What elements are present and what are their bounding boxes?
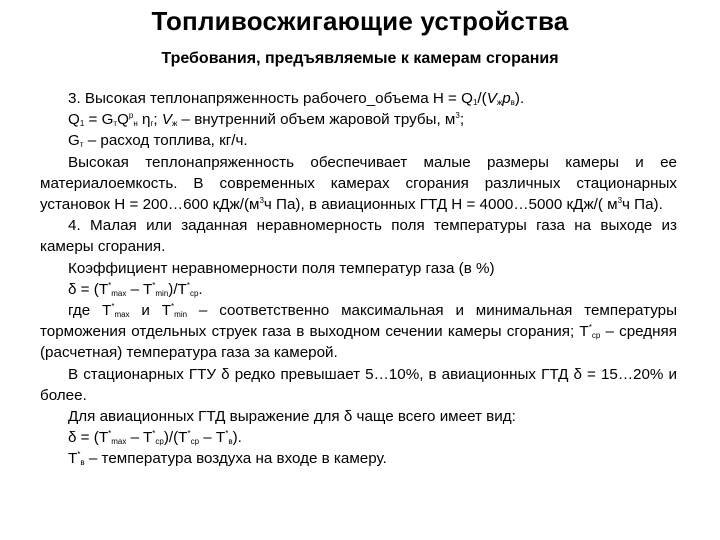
paragraph-heat-intensity bbox=[40, 88, 677, 109]
superscript: 3 bbox=[259, 196, 264, 206]
superscript: * bbox=[108, 429, 112, 439]
superscript: * bbox=[152, 280, 156, 290]
superscript: 3 bbox=[617, 196, 623, 206]
paragraph-coefficient: Коэффициент неравномерности поля температур газа (в %) bbox=[68, 259, 495, 277]
text: ). bbox=[232, 429, 242, 447]
subscript: т bbox=[79, 140, 84, 150]
text: Высокая теплонапряженность обеспечивает малые размеры камеры и ее материалоемкость. В современных камерах сгорания различных стационарных установок H = 200…600 кДж/(м bbox=[40, 153, 677, 214]
text: = G bbox=[84, 111, 114, 129]
superscript: 3 bbox=[455, 111, 460, 121]
subscript: в bbox=[510, 98, 515, 107]
subscript: 1 bbox=[79, 119, 85, 129]
text: T bbox=[68, 450, 78, 468]
text: – соответственно максимальная и минимальная температуры торможения отдельных струек газа в выходном сечении камеры сгорания; T bbox=[40, 302, 677, 341]
subscript: г bbox=[150, 119, 154, 129]
text: ; bbox=[459, 111, 465, 129]
text: где T bbox=[68, 302, 112, 320]
slide-body bbox=[40, 88, 677, 470]
text: G bbox=[68, 132, 80, 150]
subscript: max bbox=[114, 310, 130, 320]
symbol: V bbox=[486, 90, 497, 107]
superscript: р bbox=[128, 111, 134, 121]
text: и T bbox=[129, 302, 172, 320]
paragraph-heat-intensity-values bbox=[40, 152, 677, 216]
subscript: max bbox=[111, 437, 127, 447]
subscript: в bbox=[228, 437, 233, 447]
subscript: в bbox=[80, 458, 85, 468]
symbol: V bbox=[161, 111, 172, 129]
subscript: 1 bbox=[472, 98, 478, 107]
text: 3. Высокая теплонапряженность рабочего_объема H = Q bbox=[68, 90, 473, 107]
slide-subtitle: Требования, предъявляемые к камерам сгорания bbox=[161, 50, 559, 67]
paragraph-stationary-gtu: В стационарных ГТУ δ редко превышает 5…10%, в авиационных ГТД δ = 15…20% и более. bbox=[40, 365, 677, 404]
subscript: ср bbox=[189, 288, 199, 298]
text: ; bbox=[153, 111, 162, 129]
symbol: p bbox=[502, 90, 511, 107]
superscript: * bbox=[171, 302, 175, 312]
text: Q bbox=[68, 111, 80, 129]
slide-title: Топливосжигающие устройства bbox=[151, 6, 569, 36]
superscript: * bbox=[108, 280, 112, 290]
subscript: ср bbox=[155, 437, 164, 447]
text: . bbox=[198, 280, 203, 298]
text: – T bbox=[126, 280, 153, 298]
paragraph-where bbox=[40, 300, 677, 364]
paragraph-gt-definition bbox=[40, 130, 677, 151]
text: /( bbox=[477, 90, 487, 107]
superscript: * bbox=[225, 429, 229, 439]
paragraph-aviation-expression: Для авиационных ГТД выражение для δ чаще всего имеет вид: bbox=[68, 408, 516, 426]
superscript: * bbox=[588, 323, 592, 333]
subscript: ср bbox=[190, 437, 200, 447]
text: δ = (T bbox=[68, 280, 109, 298]
text: η bbox=[137, 111, 151, 129]
paragraph-nonuniformity: 4. Малая или заданная неравномерность поля температуры газа на выходе из камеры сгорания. bbox=[40, 217, 677, 256]
text: Q bbox=[117, 111, 129, 129]
text: – расход топлива, кг/ч. bbox=[83, 132, 248, 150]
subscript: ср bbox=[591, 331, 601, 341]
text: – внутренний объем жаровой трубы, м bbox=[177, 111, 456, 129]
paragraph-inlet-temperature bbox=[40, 448, 677, 469]
formula-delta-aviation bbox=[40, 427, 677, 448]
text: – T bbox=[199, 429, 226, 447]
subscript: ж bbox=[171, 119, 178, 129]
text: )/T bbox=[168, 280, 187, 298]
subscript: max bbox=[111, 288, 127, 298]
text: ч Па), в авиационных ГТД H = 4000…5000 кДж/( м bbox=[263, 196, 618, 214]
subscript: н bbox=[133, 119, 138, 129]
text: ч Па). bbox=[622, 196, 663, 214]
text: – средняя (расчетная) температура газа за камерой. bbox=[40, 323, 677, 362]
subscript: min bbox=[174, 310, 188, 320]
superscript: * bbox=[152, 429, 156, 439]
text: )/(T bbox=[163, 429, 188, 447]
superscript: * bbox=[77, 450, 81, 460]
superscript: * bbox=[186, 280, 190, 290]
text: ). bbox=[514, 90, 525, 107]
subscript: min bbox=[155, 288, 169, 298]
subscript: ж bbox=[496, 98, 503, 107]
text: – температура воздуха на входе в камеру. bbox=[84, 450, 387, 468]
subscript: т bbox=[113, 119, 118, 129]
superscript: * bbox=[187, 429, 191, 439]
superscript: * bbox=[111, 302, 115, 312]
text: – T bbox=[126, 429, 153, 447]
paragraph-q1-definition bbox=[40, 109, 677, 130]
formula-delta bbox=[40, 279, 677, 300]
text: δ = (T bbox=[68, 429, 109, 447]
